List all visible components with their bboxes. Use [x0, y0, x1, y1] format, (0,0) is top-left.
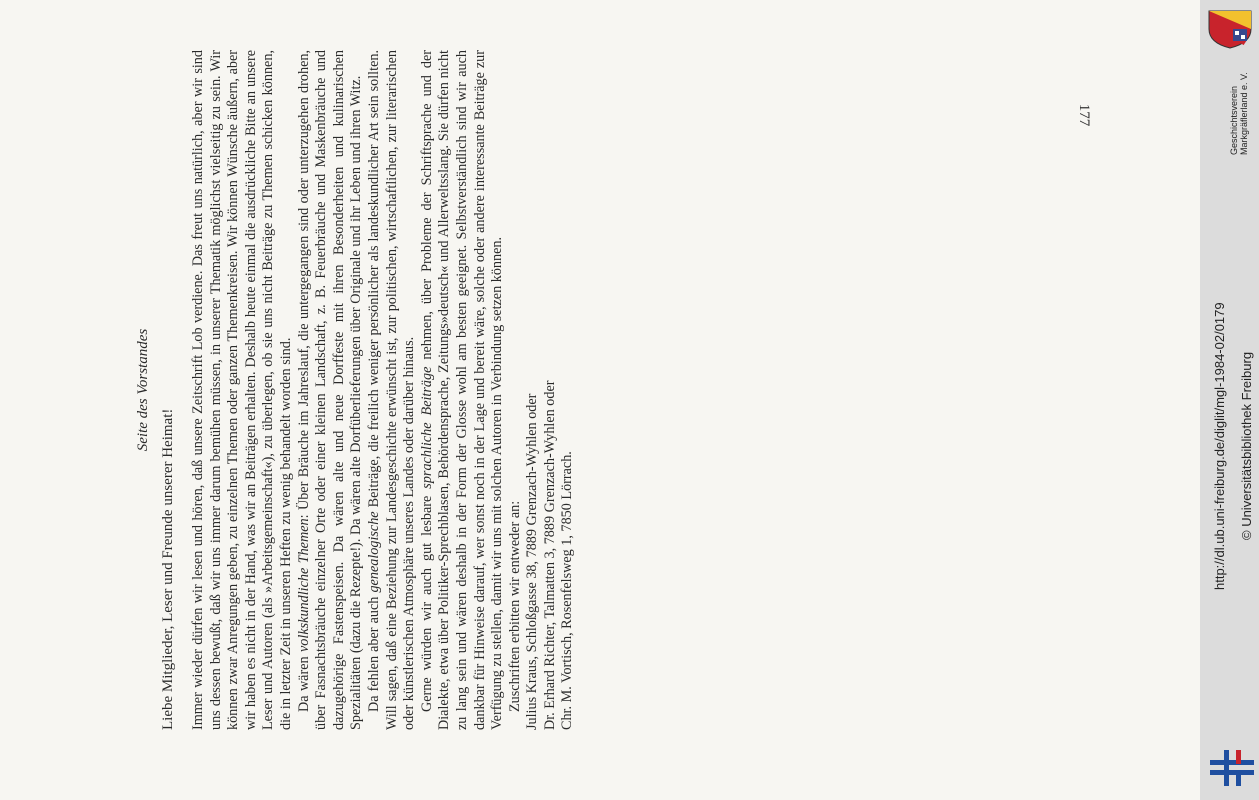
address-2: Dr. Erhard Richter, Talmatten 3, 7889 Grenzach-Wyhlen oder [541, 380, 558, 730]
org-name-line-1: Geschichtsverein [1229, 85, 1239, 155]
page-number: 177 [1076, 103, 1092, 127]
university-library-logo-icon [1210, 748, 1254, 788]
address-3: Chr. M. Vortisch, Rosenfelsweg 1, 7850 Lörrach. [559, 451, 576, 730]
coat-of-arms-icon [1207, 9, 1253, 49]
rotated-text-block [130, 50, 690, 730]
copyright-notice: © Universitätsbibliothek Freiburg [1239, 351, 1254, 540]
permalink-url[interactable]: http://dl.ub.uni-freiburg.de/diglit/mgl-1984-02/0179 [1212, 302, 1227, 590]
org-name-line-2: Markgräflerland e. V. [1239, 72, 1249, 155]
salutation: Liebe Mitglieder, Leser und Freunde unserer Heimat! [160, 408, 176, 730]
paragraph-2: Da wären volkskundliche Themen: Über Bräuche im Jahreslauf, die untergegangen sind oder unterzugehen drohen, über Fasnachtsbräuche einzelner Orte oder einer kleinen Landschaft, z. B. Feuerbräuche und Maskenbräuche und dazugehörige Fastenspeisen. Da wären alte und neue Dorffeste mit ihren Besonderheiten und kulinarischen Spezialitäten (dazu die Rezepte!). Da wären alte Dorfüberlieferungen über Originale und ihr Leben und ihren Witz. [295, 49, 365, 730]
paragraph-5: Zuschriften erbitten wir entweder an: [506, 500, 523, 712]
page-heading: Seite des Vorstandes [135, 328, 151, 452]
paragraph-1: Immer wieder dürfen wir lesen und hören, daß unsere Zeitschrift Lob verdiene. Das freut uns natürlich, aber wir sind uns dessen bewußt, daß wir uns immer darum bemühen müssen, in unserer Thematik möglichst vielseitig zu sein. Wir können zwar Anregungen geben, zu einzelnen Themen oder ganzen Themenkreisen. Wir können Wünsche äußern, aber wir haben es nicht in der Hand, was wir an Beiträgen erhalten. Deshalb heute einmal die ausdrückliche Bitte an unsere Leser und Autoren (als »Arbeitsgemeinschaft«), zu überlegen, ob sie uns nicht Beiträge zu Themen schicken können, die in letzter Zeit in unseren Heften zu wenig behandelt worden sind. [190, 50, 294, 730]
paragraph-3: Da fehlen aber auch genealogische Beiträge, die freilich weniger persönlicher als landeskundlicher Art sein sollten. Will sagen, daß eine Beziehung zur Landesgeschichte erwünscht ist, zur politischen, wirtschaftlichen, zur literarischen oder künstlerischen Atmosphäre unseres Landes oder darüber hinaus. [365, 49, 418, 730]
address-1: Julius Kraus, Schloßgasse 38, 7889 Grenzach-Wyhlen oder [524, 393, 541, 730]
paragraph-4: Gerne würden wir auch gut lesbare sprachliche Beiträge nehmen, über Probleme der Schriftsprache und der Dialekte, etwa über Politiker-Sprechblasen, Behördensprache, Zeitungs»deutsch« und Allerweltsslang. Sie dürfen nicht zu lang sein und wären deshalb in der Form der Glosse wohl am besten geeignet. Selbstverständlich sind wir auch dankbar für Hinweise darauf, wer sonst noch in der Lage und bereit wäre, solche oder andere interessante Beiträge zur Verfügung zu stellen, damit wir uns mit solchen Autoren in Verbindung setzen können. [418, 49, 506, 730]
